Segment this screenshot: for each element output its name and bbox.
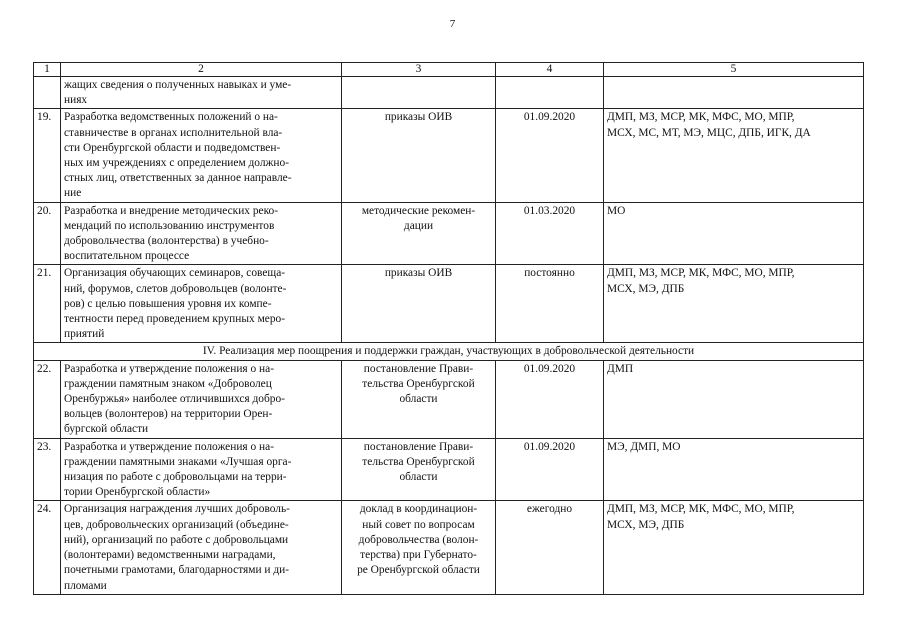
measure-text: Разработка ведомственных положений о на- ставничестве в органах исполнительной вла- сти Оренбургской области и подведомствен- ных им учреждениях с определением должно- стных лиц, ответственных за данное направле- ние — [61, 109, 342, 202]
measure-text: Разработка и внедрение методических реко- мендаций по использованию инструментов добровольчества (волонтерства) в учебно- воспитательном процессе — [61, 202, 342, 265]
deadline: 01.03.2020 — [496, 202, 604, 265]
document-type: доклад в координацион- ный совет по вопросам добровольчества (волон- терства) при Губернато- ре Оренбургской области — [342, 501, 496, 594]
row-number — [34, 77, 61, 109]
measure-text: Организация награждения лучших доброволь- цев, добровольческих организаций (объедине- ний), организаций по работе с добровольцами (волонтерами) ведомственными наградами, почетными грамотами, благодарностями и ди- пломами — [61, 501, 342, 594]
table-row — [34, 109, 864, 202]
document-type: приказы ОИВ — [342, 109, 496, 202]
row-number: 24. — [34, 501, 61, 594]
row-number: 22. — [34, 360, 61, 438]
row-number: 19. — [34, 109, 61, 202]
table-row — [34, 501, 864, 594]
deadline: ежегодно — [496, 501, 604, 594]
responsible-executors: МО — [604, 202, 864, 265]
action-plan-table — [33, 62, 864, 595]
header-col-number: 1 — [34, 63, 61, 77]
page-number: 7 — [449, 18, 456, 30]
measure-text: жащих сведения о полученных навыках и уме- ниях — [61, 77, 342, 109]
table-row — [34, 202, 864, 265]
deadline: постоянно — [496, 265, 604, 343]
measure-text: Разработка и утверждение положения о на- граждении памятными знаками «Лучшая орга- низация по работе с добровольцами на терри- тории Оренбургской области» — [61, 438, 342, 501]
deadline — [496, 77, 604, 109]
header-col-document: 3 — [342, 63, 496, 77]
responsible-executors: ДМП, МЗ, МСР, МК, МФС, МО, МПР, МСХ, МЭ, ДПБ — [604, 501, 864, 594]
header-col-deadline: 4 — [496, 63, 604, 77]
deadline: 01.09.2020 — [496, 109, 604, 202]
document-type — [342, 77, 496, 109]
document-type: постановление Прави- тельства Оренбургской области — [342, 360, 496, 438]
responsible-executors: ДМП, МЗ, МСР, МК, МФС, МО, МПР, МСХ, МС, МТ, МЭ, МЦС, ДПБ, ИГК, ДА — [604, 109, 864, 202]
header-col-measure: 2 — [61, 63, 342, 77]
responsible-executors: ДМП — [604, 360, 864, 438]
row-number: 23. — [34, 438, 61, 501]
header-row — [34, 63, 864, 77]
section-row — [34, 343, 864, 360]
document-type: постановление Прави- тельства Оренбургской области — [342, 438, 496, 501]
responsible-executors — [604, 77, 864, 109]
row-number: 20. — [34, 202, 61, 265]
responsible-executors: МЭ, ДМП, МО — [604, 438, 864, 501]
table-row — [34, 77, 864, 109]
document-type: приказы ОИВ — [342, 265, 496, 343]
table-row — [34, 265, 864, 343]
table-row — [34, 438, 864, 501]
measure-text: Разработка и утверждение положения о на- граждении памятным знаком «Доброволец Оренбуржья» наиболее отличившихся добро- вольцев (волонтеров) на территории Орен- бургской области — [61, 360, 342, 438]
row-number: 21. — [34, 265, 61, 343]
measure-text: Организация обучающих семинаров, совеща- ний, форумов, слетов добровольцев (волонте- ров) с целью повышения уровня их компе- тентности перед проведением крупных меро- приятий — [61, 265, 342, 343]
header-col-responsible: 5 — [604, 63, 864, 77]
deadline: 01.09.2020 — [496, 360, 604, 438]
deadline: 01.09.2020 — [496, 438, 604, 501]
table-row — [34, 360, 864, 438]
document-type: методические рекомен- дации — [342, 202, 496, 265]
section-title: IV. Реализация мер поощрения и поддержки граждан, участвующих в добровольческой деятельности — [34, 343, 864, 360]
responsible-executors: ДМП, МЗ, МСР, МК, МФС, МО, МПР, МСХ, МЭ, ДПБ — [604, 265, 864, 343]
